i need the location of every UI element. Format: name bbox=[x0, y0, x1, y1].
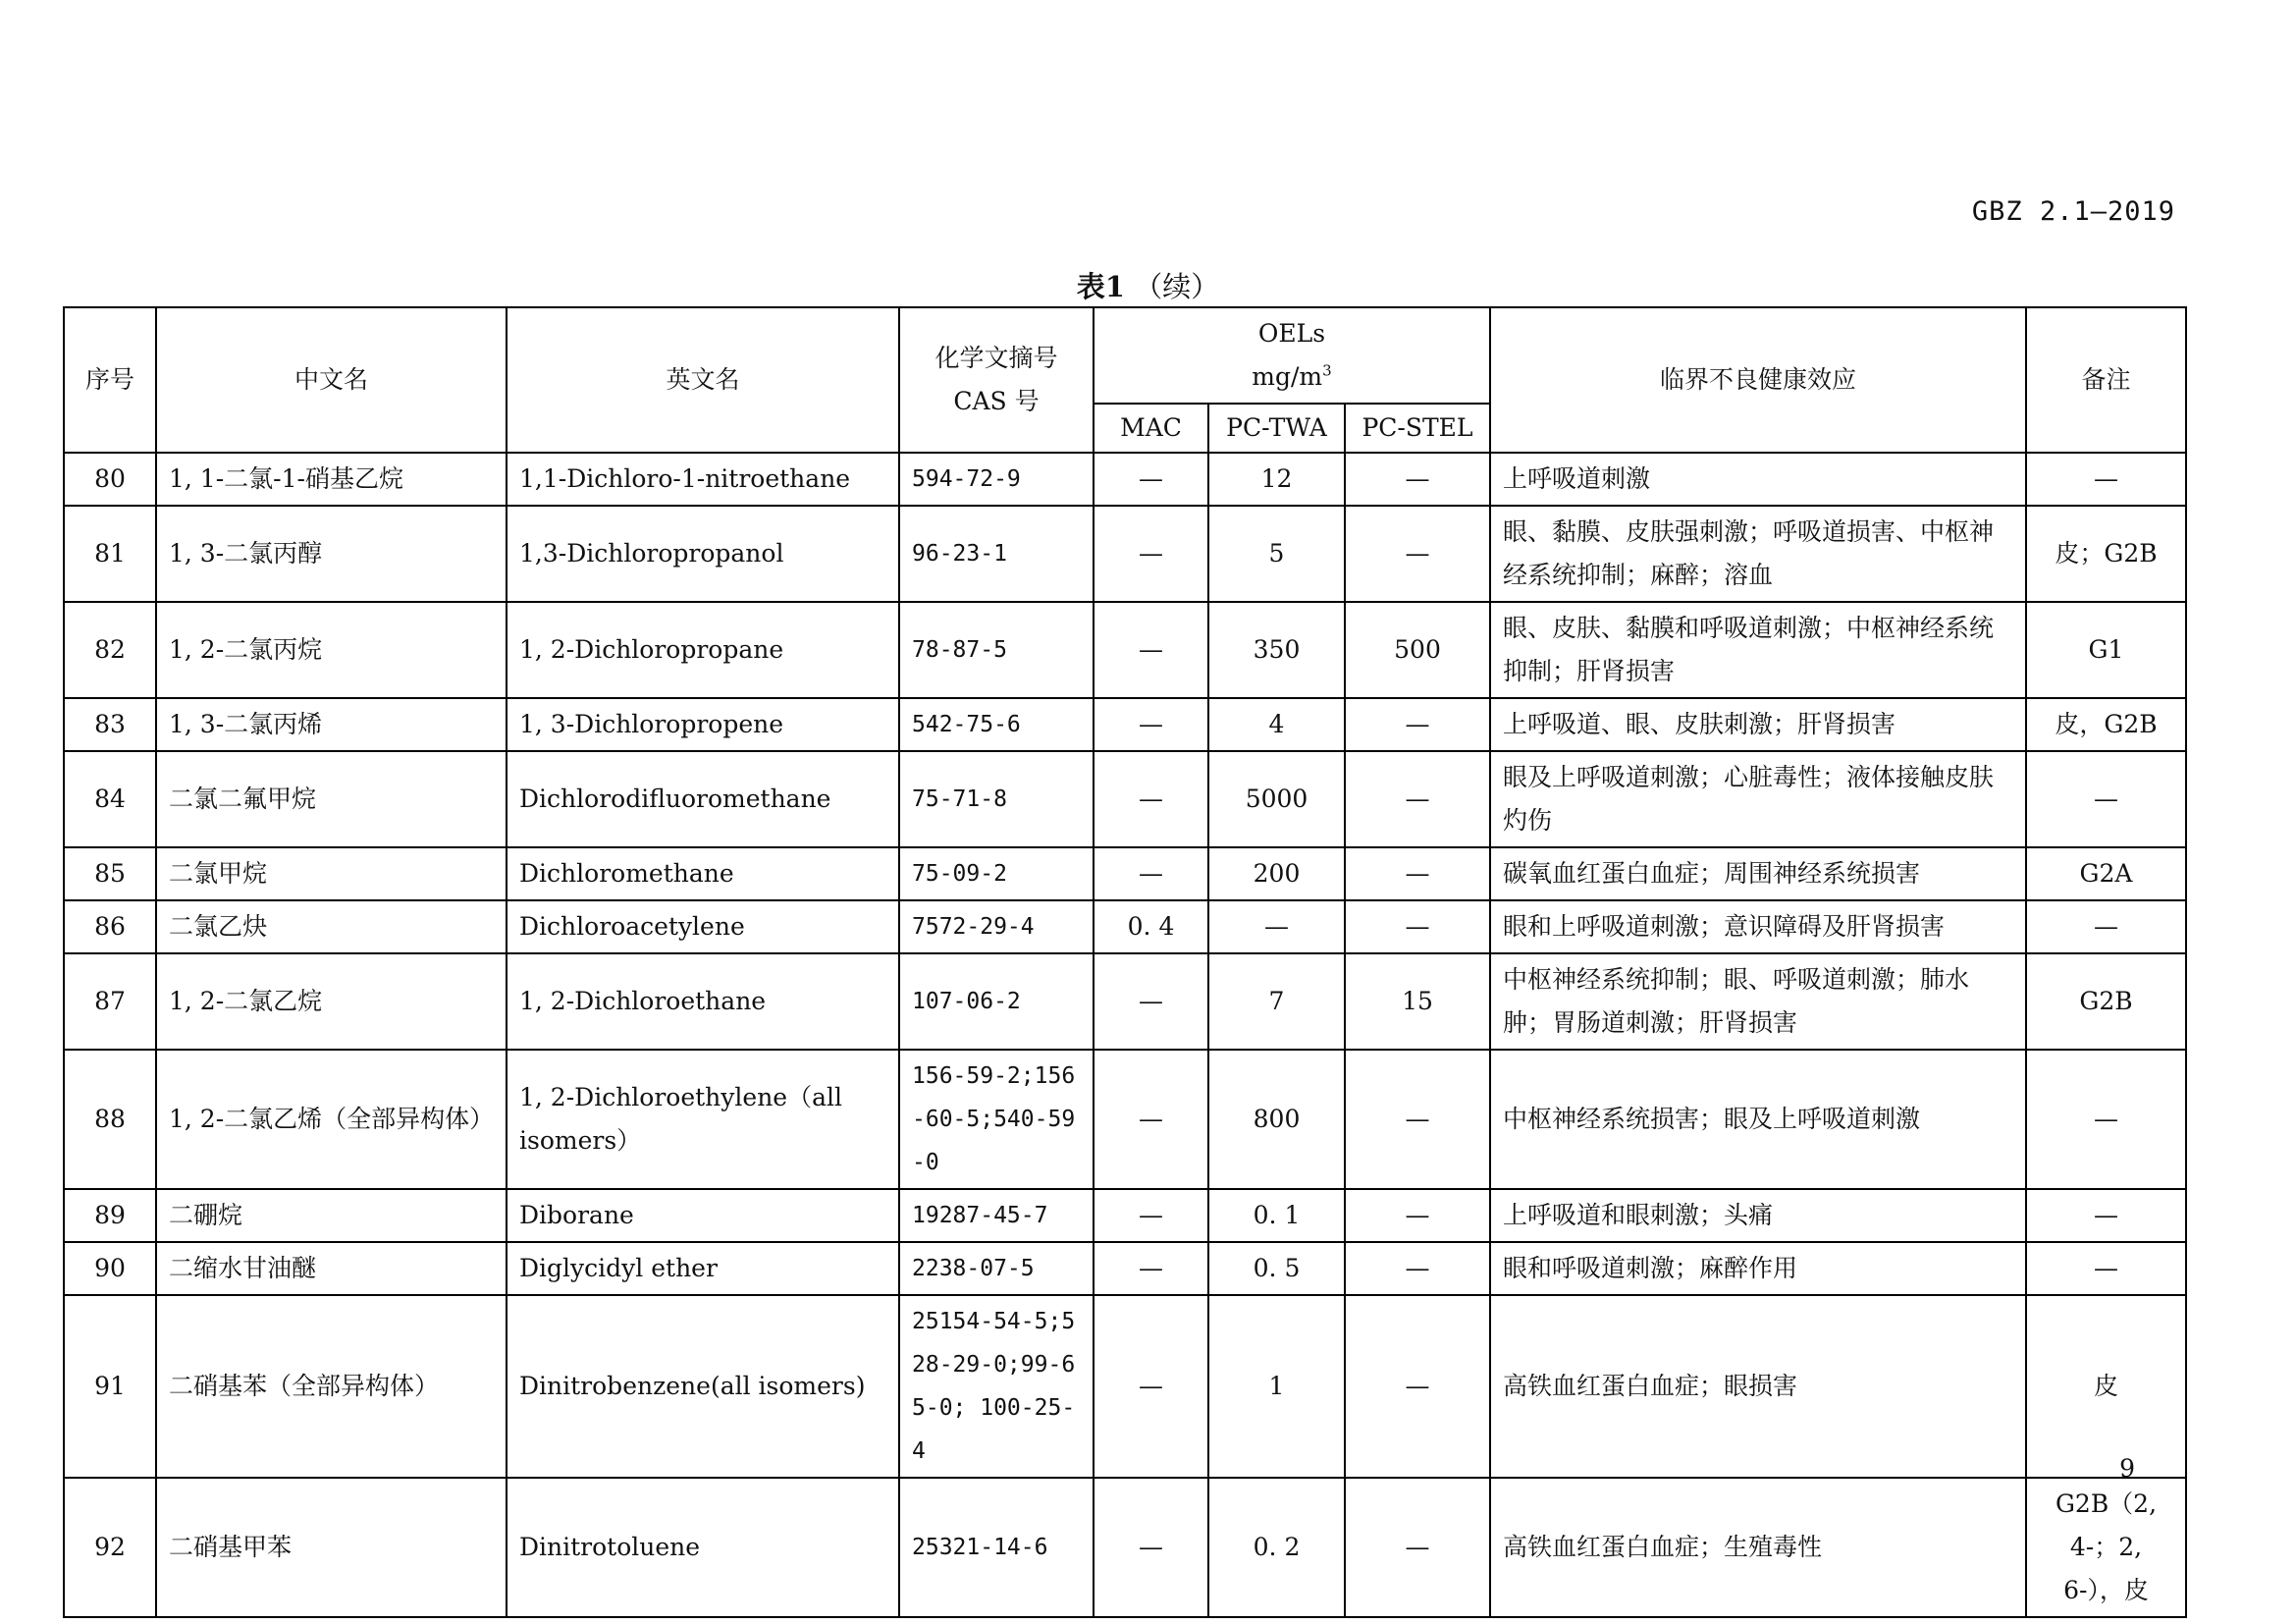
table-row bbox=[64, 1478, 2186, 1617]
cell-pc-twa: — bbox=[1208, 900, 1345, 953]
cell-pc-stel: — bbox=[1345, 1189, 1490, 1242]
cell-pc-twa: 0. 2 bbox=[1208, 1478, 1345, 1617]
cell-cas: 75-71-8 bbox=[899, 751, 1094, 847]
cell-pc-stel: — bbox=[1345, 506, 1490, 602]
cell-note: — bbox=[2026, 1189, 2186, 1242]
cell-pc-twa: 350 bbox=[1208, 602, 1345, 698]
cell-cn-name: 1, 3-二氯丙醇 bbox=[156, 506, 507, 602]
table-row bbox=[64, 1242, 2186, 1295]
col-header-effect: 临界不良健康效应 bbox=[1490, 307, 2026, 453]
cell-cas: 107-06-2 bbox=[899, 953, 1094, 1050]
cell-en-name: Dichloroacetylene bbox=[507, 900, 899, 953]
page-number: 9 bbox=[2119, 1454, 2135, 1483]
cell-seq: 86 bbox=[64, 900, 156, 953]
cell-seq: 80 bbox=[64, 453, 156, 506]
col-header-cas-line2: CAS 号 bbox=[953, 387, 1040, 415]
cell-seq: 90 bbox=[64, 1242, 156, 1295]
cell-effect: 高铁血红蛋白血症；生殖毒性 bbox=[1490, 1478, 2026, 1617]
cell-cn-name: 1, 2-二氯乙烷 bbox=[156, 953, 507, 1050]
cell-effect: 中枢神经系统抑制；眼、呼吸道刺激；肺水肿；胃肠道刺激；肝肾损害 bbox=[1490, 953, 2026, 1050]
cell-cn-name: 二氯甲烷 bbox=[156, 847, 507, 900]
cell-effect: 眼、皮肤、黏膜和呼吸道刺激；中枢神经系统抑制；肝肾损害 bbox=[1490, 602, 2026, 698]
cell-cas: 2238-07-5 bbox=[899, 1242, 1094, 1295]
cell-cas: 25154-54-5;528-29-0;99-65-0; 100-25-4 bbox=[899, 1295, 1094, 1478]
cell-effect: 碳氧血红蛋白血症；周围神经系统损害 bbox=[1490, 847, 2026, 900]
table-row bbox=[64, 1050, 2186, 1189]
cell-pc-stel: — bbox=[1345, 698, 1490, 751]
cell-pc-twa: 5000 bbox=[1208, 751, 1345, 847]
cell-en-name: Dichlorodifluoromethane bbox=[507, 751, 899, 847]
cell-pc-twa: 4 bbox=[1208, 698, 1345, 751]
cell-cas: 156-59-2;156-60-5;540-59-0 bbox=[899, 1050, 1094, 1189]
cell-mac: — bbox=[1094, 602, 1208, 698]
cell-note: G2B（2, 4-；2, 6-），皮 bbox=[2026, 1478, 2186, 1617]
cell-seq: 84 bbox=[64, 751, 156, 847]
cell-en-name: Diglycidyl ether bbox=[507, 1242, 899, 1295]
cell-note: — bbox=[2026, 751, 2186, 847]
table-row bbox=[64, 1189, 2186, 1242]
cell-seq: 88 bbox=[64, 1050, 156, 1189]
cell-effect: 眼及上呼吸道刺激；心脏毒性；液体接触皮肤灼伤 bbox=[1490, 751, 2026, 847]
cell-cas: 78-87-5 bbox=[899, 602, 1094, 698]
cell-en-name: 1, 2-Dichloroethane bbox=[507, 953, 899, 1050]
col-header-pc-twa: PC-TWA bbox=[1208, 404, 1345, 453]
cell-pc-twa: 200 bbox=[1208, 847, 1345, 900]
cell-cn-name: 二硝基苯（全部异构体） bbox=[156, 1295, 507, 1478]
col-header-pc-stel: PC-STEL bbox=[1345, 404, 1490, 453]
table-row bbox=[64, 751, 2186, 847]
col-header-cn-name: 中文名 bbox=[156, 307, 507, 453]
table-row bbox=[64, 453, 2186, 506]
cell-en-name: Dinitrotoluene bbox=[507, 1478, 899, 1617]
cell-pc-stel: 500 bbox=[1345, 602, 1490, 698]
cell-cn-name: 二硝基甲苯 bbox=[156, 1478, 507, 1617]
cell-note: — bbox=[2026, 453, 2186, 506]
table-row bbox=[64, 900, 2186, 953]
cell-seq: 89 bbox=[64, 1189, 156, 1242]
cell-cn-name: 二氯乙炔 bbox=[156, 900, 507, 953]
cell-mac: — bbox=[1094, 1295, 1208, 1478]
table-body bbox=[64, 453, 2186, 1617]
table-row bbox=[64, 847, 2186, 900]
cell-mac: — bbox=[1094, 698, 1208, 751]
table-number: 表1 bbox=[1076, 270, 1125, 303]
cell-note: — bbox=[2026, 1242, 2186, 1295]
cell-note: — bbox=[2026, 900, 2186, 953]
cell-cn-name: 二硼烷 bbox=[156, 1189, 507, 1242]
col-header-oels-label: OELs bbox=[1257, 319, 1326, 348]
cell-seq: 81 bbox=[64, 506, 156, 602]
cell-cas: 19287-45-7 bbox=[899, 1189, 1094, 1242]
cell-cn-name: 二氯二氟甲烷 bbox=[156, 751, 507, 847]
cell-seq: 83 bbox=[64, 698, 156, 751]
cell-cas: 96-23-1 bbox=[899, 506, 1094, 602]
col-header-cas bbox=[899, 307, 1094, 453]
table-row bbox=[64, 698, 2186, 751]
cell-mac: — bbox=[1094, 1189, 1208, 1242]
table-row bbox=[64, 953, 2186, 1050]
cell-note: — bbox=[2026, 1050, 2186, 1189]
cell-cn-name: 1, 2-二氯丙烷 bbox=[156, 602, 507, 698]
table-row bbox=[64, 602, 2186, 698]
cell-en-name: 1, 3-Dichloropropene bbox=[507, 698, 899, 751]
cell-pc-stel: — bbox=[1345, 1295, 1490, 1478]
cell-cas: 75-09-2 bbox=[899, 847, 1094, 900]
cell-note: 皮，G2B bbox=[2026, 698, 2186, 751]
cell-mac: — bbox=[1094, 953, 1208, 1050]
cell-pc-twa: 1 bbox=[1208, 1295, 1345, 1478]
table-row bbox=[64, 506, 2186, 602]
cell-en-name: 1,1-Dichloro-1-nitroethane bbox=[507, 453, 899, 506]
cell-cas: 25321-14-6 bbox=[899, 1478, 1094, 1617]
cell-pc-stel: — bbox=[1345, 1050, 1490, 1189]
cell-seq: 91 bbox=[64, 1295, 156, 1478]
cell-pc-stel: 15 bbox=[1345, 953, 1490, 1050]
cell-pc-stel: — bbox=[1345, 453, 1490, 506]
cell-mac: — bbox=[1094, 1050, 1208, 1189]
cell-pc-twa: 7 bbox=[1208, 953, 1345, 1050]
cell-pc-stel: — bbox=[1345, 1478, 1490, 1617]
col-header-seq: 序号 bbox=[64, 307, 156, 453]
col-header-cas-line1: 化学文摘号 bbox=[934, 344, 1058, 372]
cell-note: G2B bbox=[2026, 953, 2186, 1050]
cell-note: 皮 bbox=[2026, 1295, 2186, 1478]
cell-pc-stel: — bbox=[1345, 900, 1490, 953]
cell-effect: 上呼吸道、眼、皮肤刺激；肝肾损害 bbox=[1490, 698, 2026, 751]
cell-effect: 高铁血红蛋白血症；眼损害 bbox=[1490, 1295, 2026, 1478]
cell-pc-twa: 0. 5 bbox=[1208, 1242, 1345, 1295]
cell-effect: 眼和呼吸道刺激；麻醉作用 bbox=[1490, 1242, 2026, 1295]
cell-pc-stel: — bbox=[1345, 847, 1490, 900]
cell-pc-twa: 12 bbox=[1208, 453, 1345, 506]
cell-pc-twa: 800 bbox=[1208, 1050, 1345, 1189]
oel-table bbox=[63, 306, 2187, 1618]
cell-en-name: 1,3-Dichloropropanol bbox=[507, 506, 899, 602]
table-row bbox=[64, 1295, 2186, 1478]
cell-pc-stel: — bbox=[1345, 751, 1490, 847]
cell-pc-stel: — bbox=[1345, 1242, 1490, 1295]
cell-seq: 92 bbox=[64, 1478, 156, 1617]
cell-en-name: Dichloromethane bbox=[507, 847, 899, 900]
cell-pc-twa: 0. 1 bbox=[1208, 1189, 1345, 1242]
cell-seq: 87 bbox=[64, 953, 156, 1050]
cell-note: G1 bbox=[2026, 602, 2186, 698]
col-header-oels-unit: $mg/m^3$ bbox=[1252, 361, 1332, 391]
col-header-mac: MAC bbox=[1094, 404, 1208, 453]
cell-effect: 眼、黏膜、皮肤强刺激；呼吸道损害、中枢神经系统抑制；麻醉；溶血 bbox=[1490, 506, 2026, 602]
cell-cas: 7572-29-4 bbox=[899, 900, 1094, 953]
cell-mac: — bbox=[1094, 506, 1208, 602]
cell-cn-name: 1, 3-二氯丙烯 bbox=[156, 698, 507, 751]
cell-note: 皮；G2B bbox=[2026, 506, 2186, 602]
standard-code: GBZ 2.1—2019 bbox=[1971, 196, 2175, 227]
cell-pc-twa: 5 bbox=[1208, 506, 1345, 602]
cell-effect: 中枢神经系统损害；眼及上呼吸道刺激 bbox=[1490, 1050, 2026, 1189]
table-title bbox=[0, 265, 2296, 305]
cell-cn-name: 1, 2-二氯乙烯（全部异构体） bbox=[156, 1050, 507, 1189]
cell-effect: 上呼吸道刺激 bbox=[1490, 453, 2026, 506]
cell-en-name: Dinitrobenzene(all isomers) bbox=[507, 1295, 899, 1478]
cell-mac: 0. 4 bbox=[1094, 900, 1208, 953]
col-header-note: 备注 bbox=[2026, 307, 2186, 453]
cell-effect: 上呼吸道和眼刺激；头痛 bbox=[1490, 1189, 2026, 1242]
cell-cas: 542-75-6 bbox=[899, 698, 1094, 751]
cell-seq: 85 bbox=[64, 847, 156, 900]
cell-en-name: 1, 2-Dichloroethylene（all isomers） bbox=[507, 1050, 899, 1189]
col-header-oels bbox=[1094, 307, 1490, 404]
cell-note: G2A bbox=[2026, 847, 2186, 900]
col-header-en-name: 英文名 bbox=[507, 307, 899, 453]
cell-mac: — bbox=[1094, 847, 1208, 900]
cell-mac: — bbox=[1094, 751, 1208, 847]
cell-mac: — bbox=[1094, 1478, 1208, 1617]
cell-cas: 594-72-9 bbox=[899, 453, 1094, 506]
cell-cn-name: 1, 1-二氯-1-硝基乙烷 bbox=[156, 453, 507, 506]
cell-effect: 眼和上呼吸道刺激；意识障碍及肝肾损害 bbox=[1490, 900, 2026, 953]
cell-mac: — bbox=[1094, 453, 1208, 506]
table-continued-label: （续） bbox=[1134, 270, 1220, 303]
cell-cn-name: 二缩水甘油醚 bbox=[156, 1242, 507, 1295]
cell-mac: — bbox=[1094, 1242, 1208, 1295]
cell-seq: 82 bbox=[64, 602, 156, 698]
cell-en-name: Diborane bbox=[507, 1189, 899, 1242]
cell-en-name: 1, 2-Dichloropropane bbox=[507, 602, 899, 698]
